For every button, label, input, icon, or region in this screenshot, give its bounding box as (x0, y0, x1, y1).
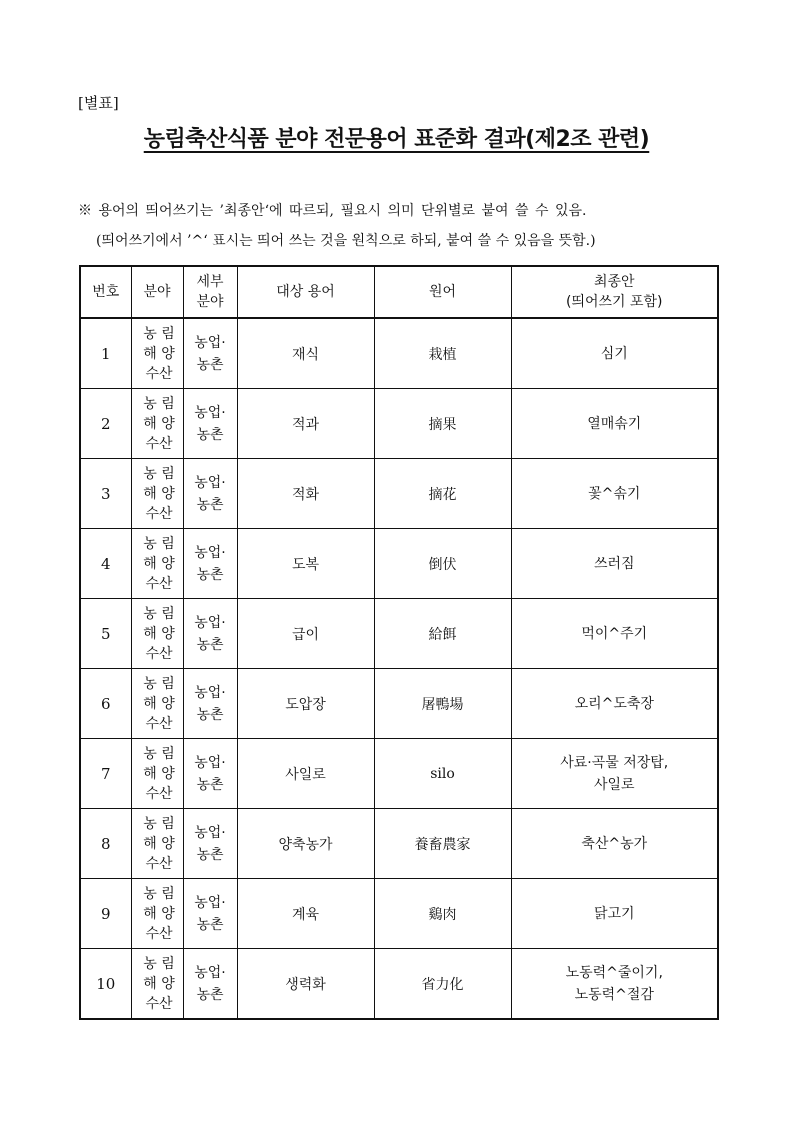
cell-origin: 倒伏 (374, 529, 511, 599)
field-line: 수산 (145, 995, 173, 1012)
header-subfield-line: 세부 (196, 274, 224, 290)
table-row (80, 739, 718, 809)
cell-term: 적화 (237, 459, 374, 529)
field-line: 해 양 (143, 905, 175, 922)
cell-num: 9 (80, 879, 131, 949)
field-line: 수산 (145, 925, 173, 942)
field-line: 수산 (145, 855, 173, 872)
subfield-line: 농업· (194, 544, 226, 561)
header-origin: 원어 (374, 266, 511, 318)
field-line: 해 양 (143, 835, 175, 852)
cell-term: 적과 (237, 389, 374, 459)
subfield-line: 농촌 (196, 986, 224, 1003)
subfield-line: 농촌 (196, 426, 224, 443)
cell-subfield (183, 318, 237, 389)
cell-final (511, 599, 718, 669)
cell-subfield (183, 389, 237, 459)
cell-term: 생력화 (237, 949, 374, 1020)
cell-num: 8 (80, 809, 131, 879)
subfield-line: 농업· (194, 894, 226, 911)
cell-subfield (183, 879, 237, 949)
cell-origin: 屠鴨場 (374, 669, 511, 739)
table-header-row (80, 266, 718, 318)
cell-subfield (183, 809, 237, 879)
cell-term: 재식 (237, 318, 374, 389)
cell-field (131, 599, 183, 669)
field-line: 농 림 (143, 535, 175, 552)
field-line: 해 양 (143, 765, 175, 782)
final-line: 노동력^절감 (574, 986, 654, 1003)
cell-num: 5 (80, 599, 131, 669)
final-line: 꽃^솎기 (588, 485, 641, 502)
field-line: 해 양 (143, 555, 175, 572)
subfield-line: 농업· (194, 824, 226, 841)
header-final-line: (띄어쓰기 포함) (565, 294, 663, 310)
field-line: 수산 (145, 715, 173, 732)
subfield-line: 농업· (194, 754, 226, 771)
cell-subfield (183, 949, 237, 1020)
subfield-line: 농촌 (196, 496, 224, 513)
subfield-line: 농촌 (196, 636, 224, 653)
header-num: 번호 (80, 266, 131, 318)
subfield-line: 농촌 (196, 566, 224, 583)
field-line: 농 림 (143, 395, 175, 412)
field-line: 해 양 (143, 695, 175, 712)
subfield-line: 농업· (194, 474, 226, 491)
field-line: 해 양 (143, 625, 175, 642)
cell-origin: silo (374, 739, 511, 809)
cell-subfield (183, 529, 237, 599)
subfield-line: 농업· (194, 404, 226, 421)
table-row (80, 669, 718, 739)
cell-subfield (183, 599, 237, 669)
field-line: 농 림 (143, 885, 175, 902)
final-line: 심기 (600, 345, 628, 362)
cell-final (511, 389, 718, 459)
cell-field (131, 459, 183, 529)
field-line: 수산 (145, 575, 173, 592)
cell-num: 2 (80, 389, 131, 459)
cell-field (131, 949, 183, 1020)
field-line: 수산 (145, 365, 173, 382)
cell-num: 10 (80, 949, 131, 1020)
header-subfield-line: 분야 (196, 294, 224, 310)
header-final (511, 266, 718, 318)
field-line: 수산 (145, 505, 173, 522)
subfield-line: 농촌 (196, 356, 224, 373)
field-line: 농 림 (143, 745, 175, 762)
header-final-line: 최종안 (593, 274, 635, 290)
final-line: 열매솎기 (587, 415, 642, 432)
field-line: 농 림 (143, 605, 175, 622)
cell-final (511, 318, 718, 389)
table-row (80, 459, 718, 529)
cell-final (511, 529, 718, 599)
final-line: 노동력^줄이기, (565, 964, 663, 981)
cell-final (511, 949, 718, 1020)
cell-term: 도압장 (237, 669, 374, 739)
cell-field (131, 809, 183, 879)
field-line: 농 림 (143, 325, 175, 342)
final-line: 닭고기 (593, 905, 635, 922)
cell-origin: 摘花 (374, 459, 511, 529)
header-field: 분야 (131, 266, 183, 318)
final-line: 오리^도축장 (574, 695, 654, 712)
cell-num: 1 (80, 318, 131, 389)
header-subfield (183, 266, 237, 318)
cell-term: 사일로 (237, 739, 374, 809)
cell-origin: 栽植 (374, 318, 511, 389)
field-line: 농 림 (143, 465, 175, 482)
cell-subfield (183, 669, 237, 739)
table-row (80, 389, 718, 459)
spacing-note-detail: (띄어쓰기에서 ’^‘ 표시는 띄어 쓰는 것을 원칙으로 하되, 붙여 쓸 수 있음을 뜻함.) (96, 233, 596, 249)
field-line: 해 양 (143, 485, 175, 502)
terms-table (79, 265, 719, 1020)
cell-origin: 摘果 (374, 389, 511, 459)
subfield-line: 농촌 (196, 916, 224, 933)
cell-num: 4 (80, 529, 131, 599)
cell-origin: 省力化 (374, 949, 511, 1020)
field-line: 해 양 (143, 345, 175, 362)
table-row (80, 809, 718, 879)
field-line: 해 양 (143, 415, 175, 432)
cell-subfield (183, 739, 237, 809)
subfield-line: 농업· (194, 684, 226, 701)
cell-final (511, 809, 718, 879)
field-line: 수산 (145, 435, 173, 452)
field-line: 농 림 (143, 675, 175, 692)
cell-term: 도복 (237, 529, 374, 599)
cell-field (131, 669, 183, 739)
table-row (80, 529, 718, 599)
field-line: 농 림 (143, 815, 175, 832)
cell-origin: 鷄肉 (374, 879, 511, 949)
table-row (80, 949, 718, 1020)
cell-num: 7 (80, 739, 131, 809)
cell-field (131, 318, 183, 389)
cell-field (131, 529, 183, 599)
cell-num: 3 (80, 459, 131, 529)
cell-term: 양축농가 (237, 809, 374, 879)
cell-term: 급이 (237, 599, 374, 669)
cell-origin: 養畜農家 (374, 809, 511, 879)
cell-final (511, 739, 718, 809)
subfield-line: 농업· (194, 334, 226, 351)
subfield-line: 농촌 (196, 706, 224, 723)
final-line: 축산^농가 (581, 835, 648, 852)
cell-origin: 給餌 (374, 599, 511, 669)
cell-final (511, 669, 718, 739)
table-row (80, 318, 718, 389)
table-row (80, 879, 718, 949)
final-line: 쓰러짐 (593, 555, 635, 572)
final-line: 사일로 (593, 776, 635, 793)
subfield-line: 농업· (194, 964, 226, 981)
table-row (80, 599, 718, 669)
subfield-line: 농업· (194, 614, 226, 631)
cell-field (131, 739, 183, 809)
cell-num: 6 (80, 669, 131, 739)
cell-subfield (183, 459, 237, 529)
subfield-line: 농촌 (196, 776, 224, 793)
field-line: 농 림 (143, 955, 175, 972)
final-line: 먹이^주기 (581, 625, 648, 642)
cell-field (131, 389, 183, 459)
annex-label: [별표] (78, 94, 119, 112)
field-line: 해 양 (143, 975, 175, 992)
document-title: 농림축산식품 분야 전문용어 표준화 결과(제2조 관련) (143, 127, 650, 152)
field-line: 수산 (145, 785, 173, 802)
subfield-line: 농촌 (196, 846, 224, 863)
header-term: 대상 용어 (237, 266, 374, 318)
cell-final (511, 879, 718, 949)
field-line: 수산 (145, 645, 173, 662)
spacing-note: ※ 용어의 띄어쓰기는 ’최종안‘에 따르되, 필요시 의미 단위별로 붙여 쓸 수 있음. (78, 203, 587, 219)
cell-field (131, 879, 183, 949)
cell-final (511, 459, 718, 529)
final-line: 사료·곡물 저장탑, (560, 754, 669, 771)
cell-term: 계육 (237, 879, 374, 949)
